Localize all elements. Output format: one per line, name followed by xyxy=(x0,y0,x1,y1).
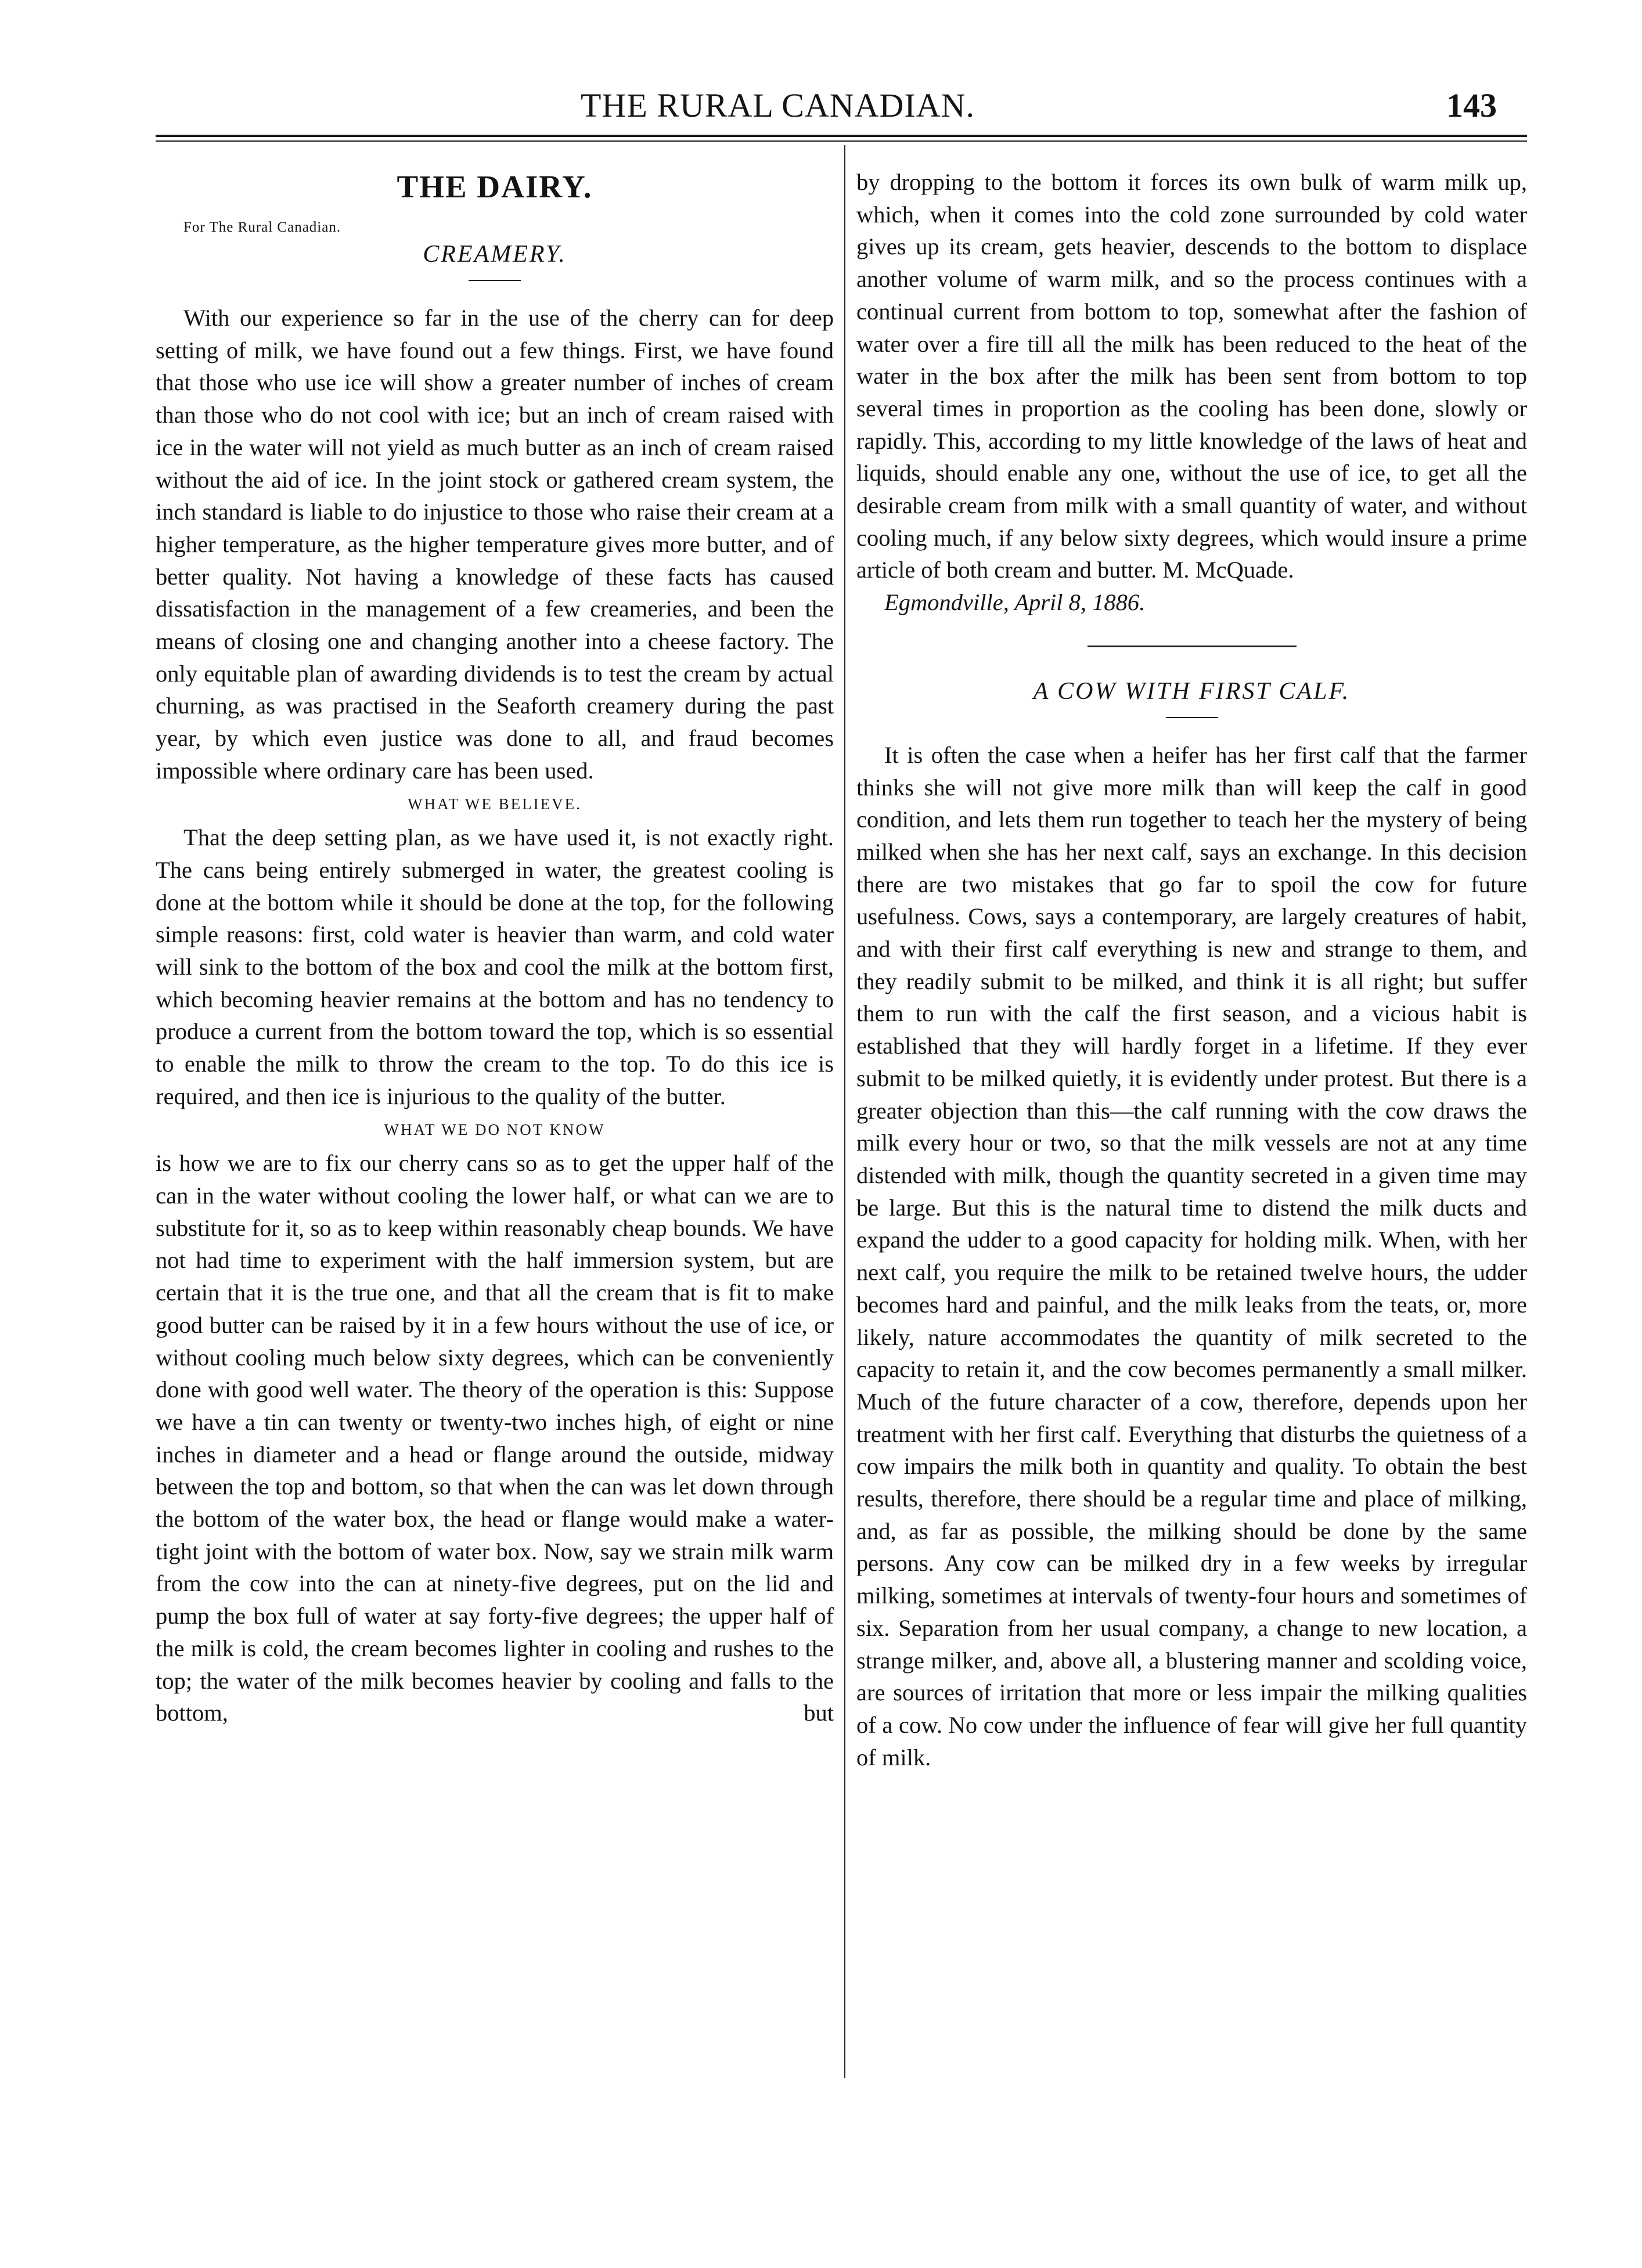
subhead-what-we-believe: WHAT WE BELIEVE. xyxy=(408,795,582,813)
paragraph: It is often the case when a heifer has her first calf that the farmer thinks she will not give more milk than will keep the calf in good condition, and lets them run together to teach her the mystery of being milked when she has her next calf, says an exchange. In this decision there are two mistakes that go far to spoil the cow for future usefulness. Cows, says a contemporary, are largely creatures of habit, and with their first calf everything is new and strange to them, and they readily submit to be milked, and think it is all right; but suffer them to run with the calf the first season, and a vicious habit is established that they will hardly forget in a lifetime. If they ever submit to be milked quietly, it is evidently under protest. But there is a greater objection than this—the calf running with the cow draws the milk every hour or two, so that the milk vessels are not at any time distended with milk, though the quantity secreted in a given time may be large. But this is the natural time to distend the milk ducts and expand the udder to a good capacity for holding milk. When, with her next calf, you require the milk to be retained twelve hours, the udder becomes hard and painful, and the milk leaks from the teats, or, more likely, nature accommodates the quantity of milk secreted to the capacity to retain it, and the cow becomes permanently a small milker. Much of the future character of a cow, therefore, depends upon her treatment with her first calf. Everything that disturbs the quietness of a cow impairs the milk both in quantity and quality. To obtain the best results, therefore, there should be a regular time and place of milking, and, as far as possible, the milking should be done by the same persons. Any cow can be milked dry in a few weeks by irregular milking, sometimes at intervals of twenty-four hours and sometimes of six. Separation from her usual company, a change to new location, a strange milker, and, above all, a blustering manner and scolding voice, are sources of irritation that more or less impair the milking qualities of a cow. No cow under the influence of fear will give her full quantity of milk. xyxy=(856,741,1527,1771)
section-title: THE DAIRY. xyxy=(397,169,593,204)
byline: For The Rural Canadian. xyxy=(183,219,341,235)
paragraph-continued: by dropping to the bottom it forces its own bulk of warm milk up, which, when it comes into the cold zone surrounded by cold water gives up its cream, gets heavier, descends to the bottom to displace another volume of warm milk, and so the process continues with a continual current from bottom to top, somewhat after the fashion of water over a fire till all the milk has been reduced to the heat of the water in the box after the milk has been sent from bottom to top several times in proportion as the cooling has been done, slowly or rapidly. This, according to my little knowledge of the laws of heat and liquids, should enable any one, without the use of ice, to get all the desirable cream from milk with a small quantity of water, and without cooling much, if any below sixty degrees, which would insure a prime article of both cream and butter. M. McQuade. xyxy=(856,169,1527,583)
left-column xyxy=(156,152,834,1729)
header-rule xyxy=(156,135,1527,137)
page-number: 143 xyxy=(1446,86,1497,124)
subhead-what-we-do-not-know: WHAT WE DO NOT KNOW xyxy=(384,1120,606,1138)
paragraph: With our experience so far in the use of the cherry can for deep setting of milk, we have found out a few things. First, we have found that those who use ice will show a greater number of inches of cream than those who do not cool with ice; but an inch of cream raised with ice in the water will not yield as much butter as an inch of cream raised without the aid of ice. In the joint stock or gathered cream system, the inch standard is liable to do injustice to those who raise their cream at a higher temperature, as the higher temperature gives more butter, and of better quality. Not having a knowledge of these facts has caused dissatisfaction in the management of a few creameries, and been the means of closing one and changing another into a cheese factory. The only equitable plan of awarding dividends is to test the cream by actual churning, as was practised in the Seaforth creamery during the past year, by which even justice was done to all, and fraud becomes impossible where ordinary care has been used. xyxy=(156,305,834,784)
header-rule-thin xyxy=(156,140,1527,142)
article-title-cow: A COW WITH FIRST CALF. xyxy=(1033,677,1351,705)
paragraph: That the deep setting plan, as we have used it, is not exactly right. The cans being entirely submerged in water, the greatest cooling is done at the bottom while it should be done at the top, for the following simple reasons: first, cold water is heavier than warm, and cold water will sink to the bottom of the box and cool the milk at the bottom first, which becoming heavier remains at the bottom and has no tendency to produce a current from the bottom toward the top, which is so essential to enable the milk to throw the cream to the top. To do this ice is required, and then ice is injurious to the quality of the butter. xyxy=(156,824,834,1109)
article-title-creamery: CREAMERY. xyxy=(423,241,567,268)
running-header-title: THE RURAL CANADIAN. xyxy=(581,86,975,124)
section-rule xyxy=(1088,646,1297,647)
right-column xyxy=(856,166,1527,1773)
dateline: Egmondville, April 8, 1886. xyxy=(884,589,1146,616)
paragraph: is how we are to fix our cherry cans so as to get the upper half of the can in the water without cooling the lower half, or what can we are to substitute for it, so as to keep within reasonably cheap bounds. We have not had time to experiment with the half immersion system, but are certain that it is the true one, and that all the cream that is fit to make good butter can be raised by it in a few hours without the use of ice, or without cooling much below sixty degrees, which can be conveniently done with good well water. The theory of the operation is this: Suppose we have a tin can twenty or twenty-two inches high, of eight or nine inches in diameter and a head or flange around the outside, midway between the top and bottom, so that when the can was let down through the bottom of the water box, the head or flange would make a water-tight joint with the bottom of water box. Now, say we strain milk warm from the cow into the can at ninety-five degrees, put on the lid and pump the box full of water at say forty-five degrees; the upper half of the milk is cold, the cream becomes lighter in cooling and rushes to the top; the water of the milk becomes heavier by cooling and falls to the bottom, but xyxy=(156,1150,834,1726)
title-rule xyxy=(469,280,521,281)
title-rule xyxy=(1166,717,1218,718)
column-divider xyxy=(844,145,845,2078)
